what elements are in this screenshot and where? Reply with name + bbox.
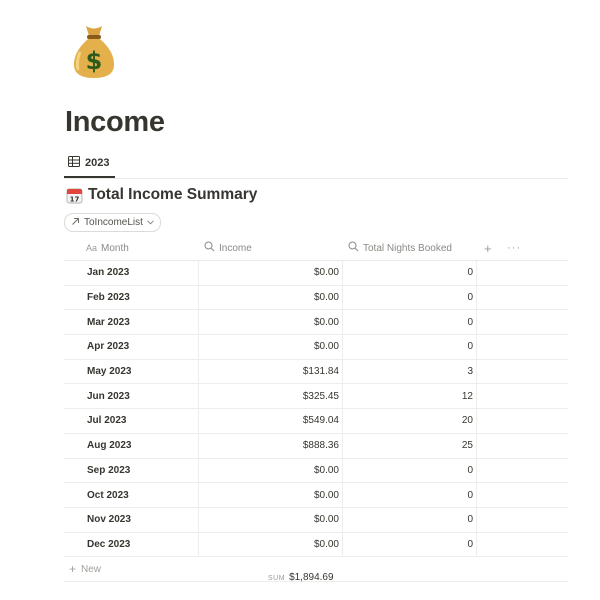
cell-empty[interactable] [476,261,569,285]
cell-nights[interactable]: 0 [342,459,473,483]
table-row[interactable] [64,409,568,434]
cell-nights[interactable]: 0 [342,335,473,359]
cell-month[interactable]: Nov 2023 [87,514,131,526]
cell-month[interactable]: May 2023 [87,366,132,378]
cell-income[interactable]: $549.04 [198,409,339,433]
title-property-icon: Aa [86,243,98,253]
chevron-down-icon [147,217,154,228]
cell-nights[interactable]: 0 [342,286,473,310]
cell-empty[interactable] [476,459,569,483]
cell-empty[interactable] [476,434,569,458]
cell-empty[interactable] [476,310,569,334]
cell-month[interactable]: Jun 2023 [87,390,130,402]
table-row[interactable] [64,286,568,311]
cell-empty[interactable] [476,384,569,408]
cell-nights[interactable]: 20 [342,409,473,433]
cell-empty[interactable] [476,533,569,557]
cell-month[interactable]: Mar 2023 [87,316,130,328]
plus-icon: + [69,562,77,577]
cell-income[interactable]: $0.00 [198,286,339,310]
add-property-button[interactable]: + [484,240,492,256]
cell-month[interactable]: Sep 2023 [87,464,131,476]
money-bag-icon[interactable] [70,22,118,80]
svg-text:17: 17 [69,195,80,203]
cell-nights[interactable]: 0 [342,508,473,532]
tab-2023[interactable] [64,150,115,178]
cell-nights[interactable]: 12 [342,384,473,408]
cell-empty[interactable] [476,360,569,384]
table-row[interactable] [64,434,568,459]
cell-income[interactable]: $131.84 [198,360,339,384]
cell-income[interactable]: $0.00 [198,459,339,483]
tab-label: 2023 [85,157,110,169]
cell-nights[interactable]: 0 [342,483,473,507]
cell-empty[interactable] [476,286,569,310]
cell-nights[interactable]: 3 [342,360,473,384]
column-header-income[interactable]: Income [204,236,252,260]
cell-nights[interactable]: 0 [342,261,473,285]
cell-month[interactable]: Aug 2023 [87,440,132,452]
cell-month[interactable]: Jan 2023 [87,267,130,279]
cell-income[interactable]: $0.00 [198,261,339,285]
table-body [64,261,568,557]
table-row[interactable] [64,483,568,508]
new-row-button[interactable]: + New [64,557,568,582]
cell-income[interactable]: $0.00 [198,310,339,334]
table-row[interactable] [64,360,568,385]
cell-month[interactable]: Apr 2023 [87,341,130,353]
cell-empty[interactable] [476,483,569,507]
search-icon [348,241,359,255]
table-row[interactable] [64,310,568,335]
table-row[interactable] [64,459,568,484]
calendar-icon [66,187,83,204]
table-row[interactable] [64,508,568,533]
cell-month[interactable]: Oct 2023 [87,489,129,501]
relation-chip-label: ToIncomeList [84,217,143,228]
cell-month[interactable]: Dec 2023 [87,538,131,550]
arrow-up-right-icon [71,217,80,229]
svg-text:$: $ [85,47,103,75]
cell-income[interactable]: $0.00 [198,508,339,532]
page-title: Income [65,106,165,138]
cell-empty[interactable] [476,335,569,359]
table-row[interactable] [64,384,568,409]
search-icon [204,241,215,255]
cell-empty[interactable] [476,409,569,433]
table-row[interactable] [64,533,568,558]
cell-month[interactable]: Feb 2023 [87,292,130,304]
cell-month[interactable]: Jul 2023 [87,415,127,427]
income-sum[interactable]: SUM $1,894.69 [268,572,334,583]
cell-income[interactable]: $888.36 [198,434,339,458]
income-table [64,236,568,582]
column-header-month[interactable]: Aa Month [86,242,129,254]
database-title[interactable] [66,186,257,204]
cell-income[interactable]: $325.45 [198,384,339,408]
database-title-text: Total Income Summary [88,186,258,203]
view-tabs [64,150,568,179]
more-options-button[interactable]: ··· [507,242,521,254]
cell-nights[interactable]: 0 [342,310,473,334]
relation-chip[interactable] [64,213,161,232]
table-icon [68,156,80,170]
cell-nights[interactable]: 25 [342,434,473,458]
cell-income[interactable]: $0.00 [198,335,339,359]
cell-empty[interactable] [476,508,569,532]
table-row[interactable] [64,335,568,360]
cell-income[interactable]: $0.00 [198,533,339,557]
column-header-nights[interactable]: Total Nights Booked [348,236,452,260]
table-row[interactable] [64,261,568,286]
cell-income[interactable]: $0.00 [198,483,339,507]
cell-nights[interactable]: 0 [342,533,473,557]
table-header [64,236,568,261]
